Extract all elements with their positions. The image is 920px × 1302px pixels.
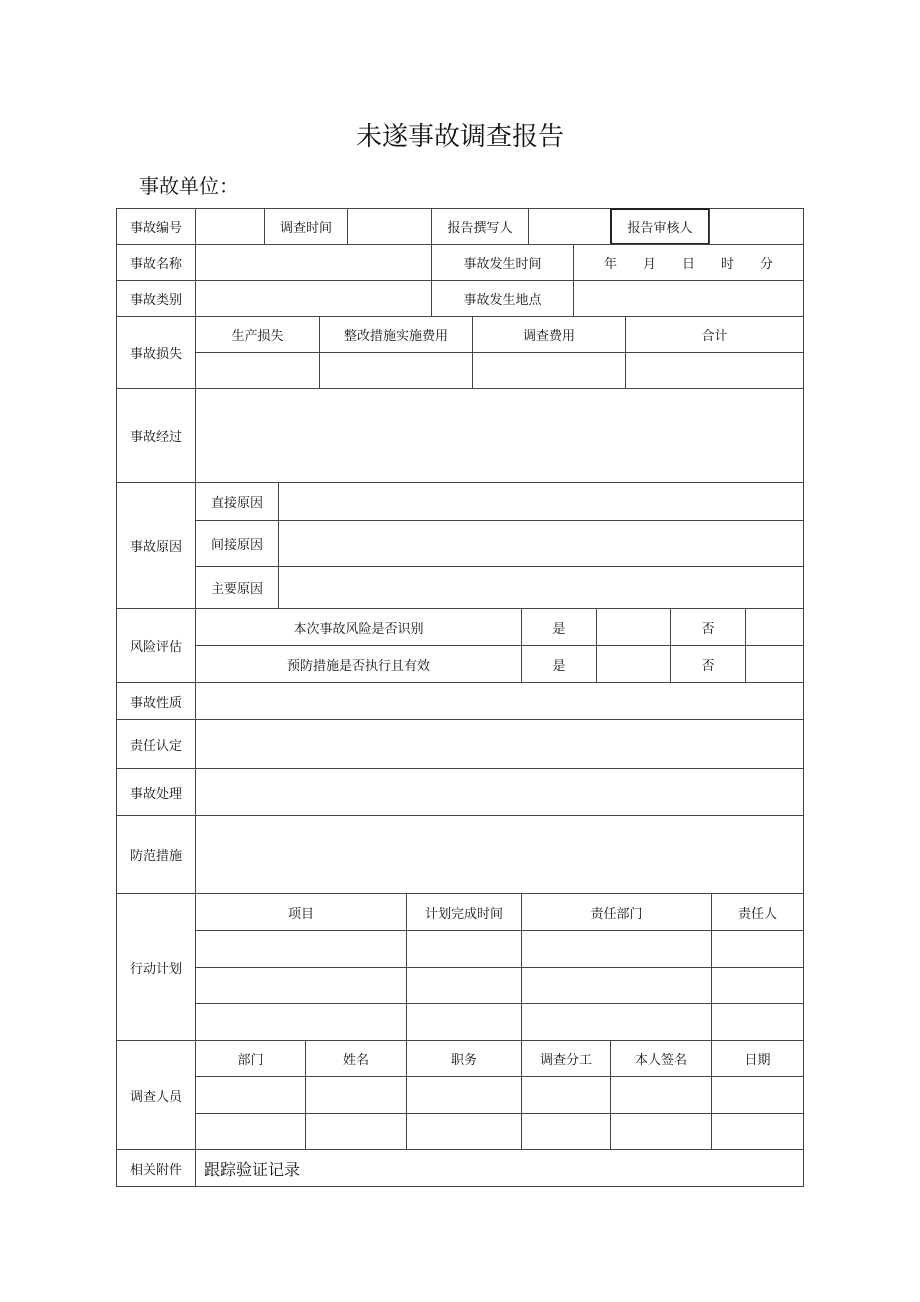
report-writer-field[interactable] [528, 208, 611, 245]
investigator-field[interactable] [406, 1076, 522, 1114]
plan-field[interactable] [406, 967, 522, 1004]
loss-value-field[interactable] [472, 352, 626, 389]
risk-yes-label: 是 [521, 645, 597, 683]
investigator-field[interactable] [521, 1113, 611, 1150]
plan-field[interactable] [711, 930, 804, 968]
label-occur-time: 事故发生时间 [431, 244, 574, 281]
label-report-writer: 报告撰写人 [431, 208, 529, 245]
label-prevention-measures: 防范措施 [116, 815, 196, 894]
investigator-field[interactable] [305, 1113, 407, 1150]
label-accident-category: 事故类别 [116, 280, 196, 317]
investigator-field[interactable] [521, 1076, 611, 1114]
label-investigators: 调查人员 [116, 1040, 196, 1150]
investigator-header: 日期 [711, 1040, 804, 1077]
label-accident-process: 事故经过 [116, 388, 196, 483]
plan-field[interactable] [406, 930, 522, 968]
investigator-field[interactable] [406, 1113, 522, 1150]
investigator-header: 部门 [195, 1040, 306, 1077]
investigator-field[interactable] [305, 1076, 407, 1114]
investigator-header: 调查分工 [521, 1040, 611, 1077]
label-attachment: 相关附件 [116, 1149, 196, 1187]
risk-no-field[interactable] [745, 608, 804, 646]
accident-handling-field[interactable] [195, 768, 804, 816]
risk-question: 本次事故风险是否识别 [195, 608, 522, 646]
label-investigation-time: 调查时间 [264, 208, 348, 245]
cause-item-label: 直接原因 [195, 482, 279, 521]
plan-field[interactable] [521, 1003, 712, 1041]
occur-location-field[interactable] [573, 280, 804, 317]
loss-value-field[interactable] [195, 352, 320, 389]
accident-number-field[interactable] [195, 208, 265, 245]
label-accident-loss: 事故损失 [116, 316, 196, 389]
investigation-time-field[interactable] [347, 208, 432, 245]
attachment-field: 跟踪验证记录 [195, 1149, 804, 1187]
label-accident-number: 事故编号 [116, 208, 196, 245]
label-accident-cause: 事故原因 [116, 482, 196, 609]
label-accident-name: 事故名称 [116, 244, 196, 281]
loss-header: 整改措施实施费用 [319, 316, 473, 353]
plan-field[interactable] [195, 967, 407, 1004]
accident-nature-field[interactable] [195, 682, 804, 720]
label-accident-handling: 事故处理 [116, 768, 196, 816]
plan-header: 项目 [195, 893, 407, 931]
risk-no-label: 否 [670, 645, 746, 683]
plan-field[interactable] [521, 930, 712, 968]
risk-question: 预防措施是否执行且有效 [195, 645, 522, 683]
loss-header: 生产损失 [195, 316, 320, 353]
accident-name-field[interactable] [195, 244, 432, 281]
investigator-field[interactable] [711, 1076, 804, 1114]
plan-field[interactable] [406, 1003, 522, 1041]
label-responsibility: 责任认定 [116, 719, 196, 769]
cause-item-field[interactable] [278, 566, 804, 609]
investigator-field[interactable] [610, 1113, 712, 1150]
accident-category-field[interactable] [195, 280, 432, 317]
loss-header: 合计 [625, 316, 804, 353]
loss-header: 调查费用 [472, 316, 626, 353]
plan-header: 责任人 [711, 893, 804, 931]
loss-value-field[interactable] [319, 352, 473, 389]
risk-no-label: 否 [670, 608, 746, 646]
plan-field[interactable] [195, 930, 407, 968]
investigator-field[interactable] [610, 1076, 712, 1114]
responsibility-field[interactable] [195, 719, 804, 769]
report-reviewer-field[interactable] [709, 208, 804, 245]
cause-item-label: 主要原因 [195, 566, 279, 609]
investigator-header: 姓名 [305, 1040, 407, 1077]
plan-field[interactable] [711, 967, 804, 1004]
cause-item-field[interactable] [278, 482, 804, 521]
risk-yes-label: 是 [521, 608, 597, 646]
prevention-measures-field[interactable] [195, 815, 804, 894]
plan-field[interactable] [711, 1003, 804, 1041]
label-report-reviewer: 报告审核人 [610, 208, 710, 245]
investigator-field[interactable] [711, 1113, 804, 1150]
risk-yes-field[interactable] [596, 608, 671, 646]
accident-process-field[interactable] [195, 388, 804, 483]
loss-value-field[interactable] [625, 352, 804, 389]
cause-item-field[interactable] [278, 520, 804, 567]
occur-time-field: 年 月 日 时 分 [573, 244, 804, 281]
risk-no-field[interactable] [745, 645, 804, 683]
page-title: 未遂事故调查报告 [355, 122, 564, 152]
plan-header: 责任部门 [521, 893, 712, 931]
label-action-plan: 行动计划 [116, 893, 196, 1041]
investigator-header: 职务 [406, 1040, 522, 1077]
investigator-field[interactable] [195, 1113, 306, 1150]
investigator-field[interactable] [195, 1076, 306, 1114]
accident-unit-label: 事故单位： [139, 174, 239, 198]
plan-field[interactable] [195, 1003, 407, 1041]
risk-yes-field[interactable] [596, 645, 671, 683]
cause-item-label: 间接原因 [195, 520, 279, 567]
plan-header: 计划完成时间 [406, 893, 522, 931]
label-occur-location: 事故发生地点 [431, 280, 574, 317]
label-accident-nature: 事故性质 [116, 682, 196, 720]
label-risk-assessment: 风险评估 [116, 608, 196, 683]
plan-field[interactable] [521, 967, 712, 1004]
investigator-header: 本人签名 [610, 1040, 712, 1077]
